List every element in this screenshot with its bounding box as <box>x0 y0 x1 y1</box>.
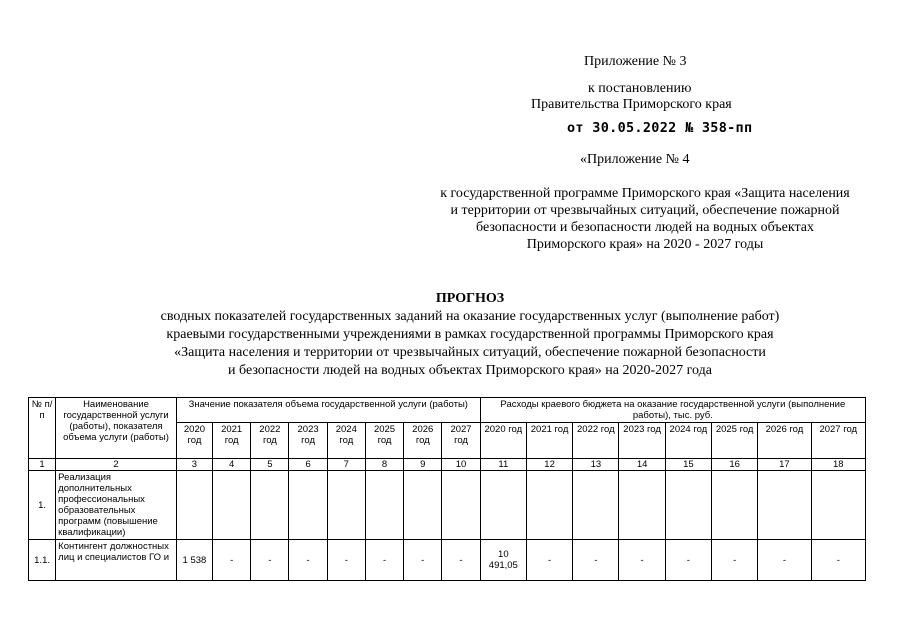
header-expense-group: Расходы краевого бюджета на оказание государственной услуги (выполнение работы), тыс. руб. <box>480 398 865 423</box>
row-value: - <box>289 540 327 581</box>
expense-year: 2027 год <box>811 423 865 459</box>
indicator-year: 2027 год <box>442 423 480 459</box>
row-value <box>176 471 212 540</box>
row-value <box>665 471 711 540</box>
title-heading: ПРОГНОЗ <box>435 291 505 306</box>
row-value: - <box>665 540 711 581</box>
column-number: 8 <box>365 459 403 471</box>
row-service-name: Реализация дополнительных профессиональных образовательных программ (повышение квалификации) <box>56 471 177 540</box>
column-number: 18 <box>811 459 865 471</box>
expense-year: 2022 год <box>573 423 619 459</box>
row-value <box>365 471 403 540</box>
program-line-3: безопасности и безопасности людей на водных объектах <box>476 220 814 235</box>
row-value <box>573 471 619 540</box>
indicator-year: 2022 год <box>251 423 289 459</box>
row-value: - <box>365 540 403 581</box>
column-number: 6 <box>289 459 327 471</box>
row-value: - <box>758 540 811 581</box>
row-value: - <box>712 540 758 581</box>
indicator-year: 2025 год <box>365 423 403 459</box>
column-number: 4 <box>213 459 251 471</box>
row-value <box>758 471 811 540</box>
column-number: 13 <box>573 459 619 471</box>
indicator-year: 2026 год <box>404 423 442 459</box>
column-number: 1 <box>29 459 56 471</box>
appendix-3-label: Приложение № 3 <box>584 54 687 69</box>
title-line-1: сводных показателей государственных заданий на оказание государственных услуг (выполнение работ) <box>160 309 780 324</box>
title-line-2: краевыми государственными учреждениями в рамках государственной программы Приморского края <box>166 327 774 342</box>
row-value <box>251 471 289 540</box>
row-value <box>526 471 572 540</box>
row-value <box>289 471 327 540</box>
resolution-label: к постановлению <box>588 81 692 96</box>
resolution-date-number: от 30.05.2022 № 358-пп <box>567 120 753 136</box>
indicator-year: 2023 год <box>289 423 327 459</box>
title-line-4: и безопасности людей на водных объектах Приморского края» на 2020-2027 года <box>228 363 712 378</box>
header-service-name: Наименование государственной услуги (работы), показателя объема услуги (работы) <box>56 398 177 459</box>
row-value <box>327 471 365 540</box>
expense-year: 2026 год <box>758 423 811 459</box>
row-value: - <box>327 540 365 581</box>
indicator-year: 2020 год <box>176 423 212 459</box>
column-number: 3 <box>176 459 212 471</box>
column-numbering-row <box>29 459 866 471</box>
row-value: - <box>526 540 572 581</box>
row-value: - <box>619 540 665 581</box>
program-line-2: и территории от чрезвычайных ситуаций, обеспечение пожарной <box>450 203 840 218</box>
expense-year: 2021 год <box>526 423 572 459</box>
appendix-4-label: «Приложение № 4 <box>580 152 690 167</box>
indicator-year: 2024 год <box>327 423 365 459</box>
program-line-4: Приморского края» на 2020 - 2027 годы <box>526 237 764 252</box>
row-value: 10 491,05 <box>480 540 526 581</box>
row-value <box>619 471 665 540</box>
header-number: № п/п <box>29 398 56 459</box>
row-value: - <box>251 540 289 581</box>
column-number: 10 <box>442 459 480 471</box>
row-value <box>811 471 865 540</box>
row-service-name: Контингент должностных лиц и специалистов ГО и <box>56 540 177 581</box>
row-value <box>213 471 251 540</box>
expense-year: 2020 год <box>480 423 526 459</box>
forecast-table <box>28 397 866 581</box>
column-number: 12 <box>526 459 572 471</box>
title-line-3: «Защита населения и территории от чрезвычайных ситуаций, обеспечение пожарной безопасности <box>174 345 766 360</box>
expense-year: 2023 год <box>619 423 665 459</box>
row-value <box>480 471 526 540</box>
column-number: 11 <box>480 459 526 471</box>
row-value: - <box>213 540 251 581</box>
government-label: Правительства Приморского края <box>531 97 732 112</box>
expense-year: 2024 год <box>665 423 711 459</box>
column-number: 16 <box>712 459 758 471</box>
header-indicator-group: Значение показателя объема государственной услуги (работы) <box>176 398 480 423</box>
row-value: 1 538 <box>176 540 212 581</box>
row-value: - <box>442 540 480 581</box>
table-header-row <box>29 398 866 423</box>
row-value <box>442 471 480 540</box>
row-value: - <box>573 540 619 581</box>
row-value <box>712 471 758 540</box>
column-number: 17 <box>758 459 811 471</box>
row-number: 1.1. <box>29 540 56 581</box>
row-value: - <box>404 540 442 581</box>
column-number: 7 <box>327 459 365 471</box>
table-row <box>29 540 866 581</box>
column-number: 9 <box>404 459 442 471</box>
row-value <box>404 471 442 540</box>
column-number: 14 <box>619 459 665 471</box>
indicator-year: 2021 год <box>213 423 251 459</box>
table-row <box>29 471 866 540</box>
column-number: 15 <box>665 459 711 471</box>
document-title <box>30 290 905 380</box>
expense-year: 2025 год <box>712 423 758 459</box>
program-line-1: к государственной программе Приморского края «Защита населения <box>440 186 850 201</box>
column-number: 2 <box>56 459 177 471</box>
row-number: 1. <box>29 471 56 540</box>
row-value: - <box>811 540 865 581</box>
column-number: 5 <box>251 459 289 471</box>
